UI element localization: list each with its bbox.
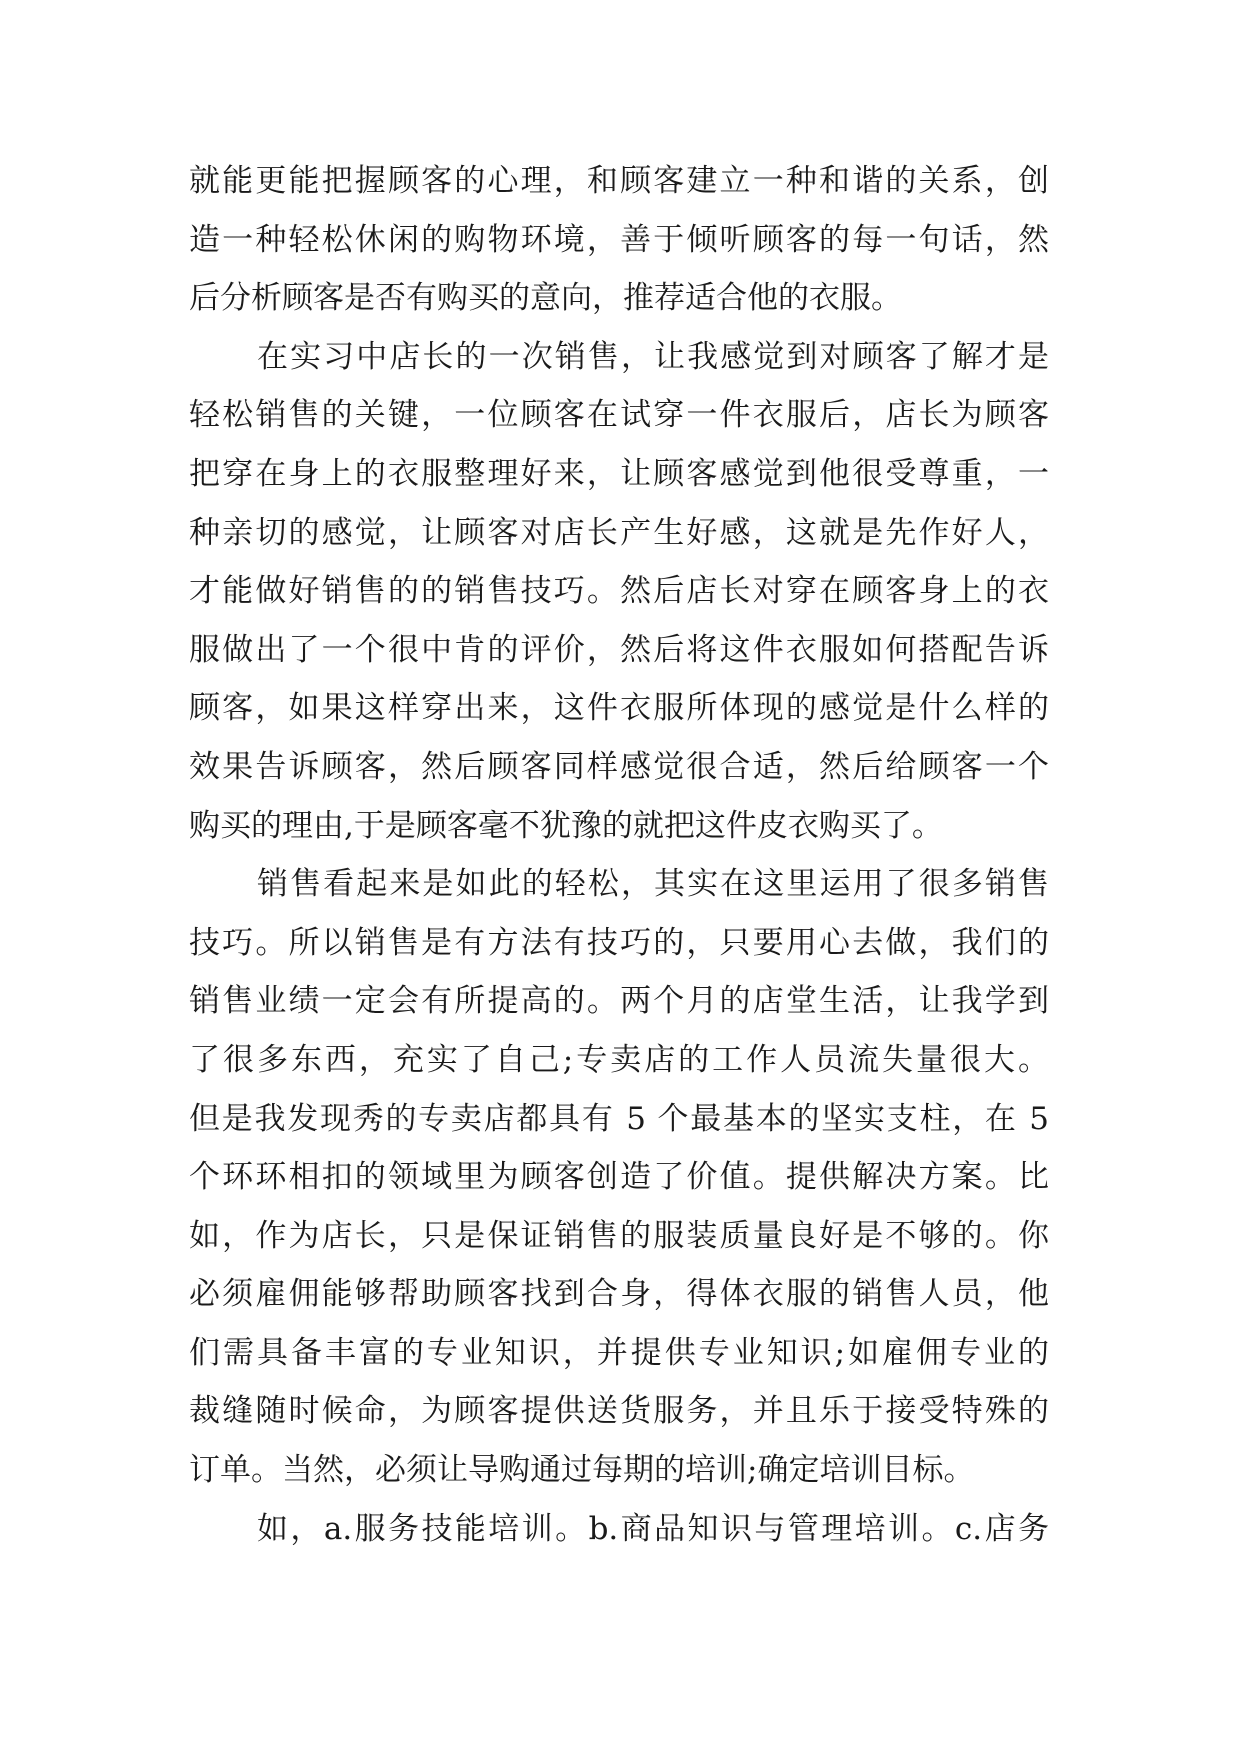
text-line: 裁缝随时候命，为顾客提供送货服务，并且乐于接受特殊的	[189, 1393, 1049, 1430]
text-line: 们需具备丰富的专业知识，并提供专业知识;如雇佣专业的	[189, 1334, 1049, 1371]
text-line: 技巧。所以销售是有方法有技巧的，只要用心去做，我们的	[189, 924, 1049, 961]
text-line: 造一种轻松休闲的购物环境，善于倾听顾客的每一句话，然	[189, 221, 1049, 258]
text-line: 购买的理由,于是顾客毫不犹豫的就把这件皮衣购买了。	[189, 807, 943, 844]
text-line: 如，a.服务技能培训。b.商品知识与管理培训。c.店务	[257, 1510, 1049, 1547]
text-line: 个环环相扣的领域里为顾客创造了价值。提供解决方案。比	[189, 1159, 1049, 1196]
text-line: 在实习中店长的一次销售，让我感觉到对顾客了解才是	[257, 338, 1049, 375]
text-line: 服做出了一个很中肯的评价，然后将这件衣服如何搭配告诉	[189, 631, 1049, 668]
text-line: 效果告诉顾客，然后顾客同样感觉很合适，然后给顾客一个	[189, 748, 1049, 785]
text-line: 订单。当然，必须让导购通过每期的培训;确定培训目标。	[189, 1452, 975, 1489]
text-line: 销售业绩一定会有所提高的。两个月的店堂生活，让我学到	[189, 983, 1049, 1020]
text-line: 必须雇佣能够帮助顾客找到合身，得体衣服的销售人员，他	[189, 1276, 1049, 1313]
text-line: 但是我发现秀的专卖店都具有 5 个最基本的坚实支柱，在 5	[189, 1100, 1049, 1137]
text-line: 就能更能把握顾客的心理，和顾客建立一种和谐的关系，创	[189, 163, 1049, 199]
text-line: 销售看起来是如此的轻松，其实在这里运用了很多销售	[257, 866, 1049, 903]
text-line: 了很多东西，充实了自己;专卖店的工作人员流失量很大。	[189, 1041, 1049, 1078]
text-line: 如，作为店长，只是保证销售的服装质量良好是不够的。你	[189, 1217, 1049, 1254]
text-line: 后分析顾客是否有购买的意向，推荐适合他的衣服。	[189, 280, 902, 317]
text-line: 把穿在身上的衣服整理好来，让顾客感觉到他很受尊重，一	[189, 455, 1049, 492]
body-text	[189, 152, 1049, 1558]
text-line: 种亲切的感觉，让顾客对店长产生好感，这就是先作好人，	[189, 514, 1049, 551]
text-line: 顾客，如果这样穿出来，这件衣服所体现的感觉是什么样的	[189, 690, 1049, 727]
text-line: 才能做好销售的的销售技巧。然后店长对穿在顾客身上的衣	[189, 573, 1049, 610]
text-line: 轻松销售的关键，一位顾客在试穿一件衣服后，店长为顾客	[189, 397, 1049, 434]
